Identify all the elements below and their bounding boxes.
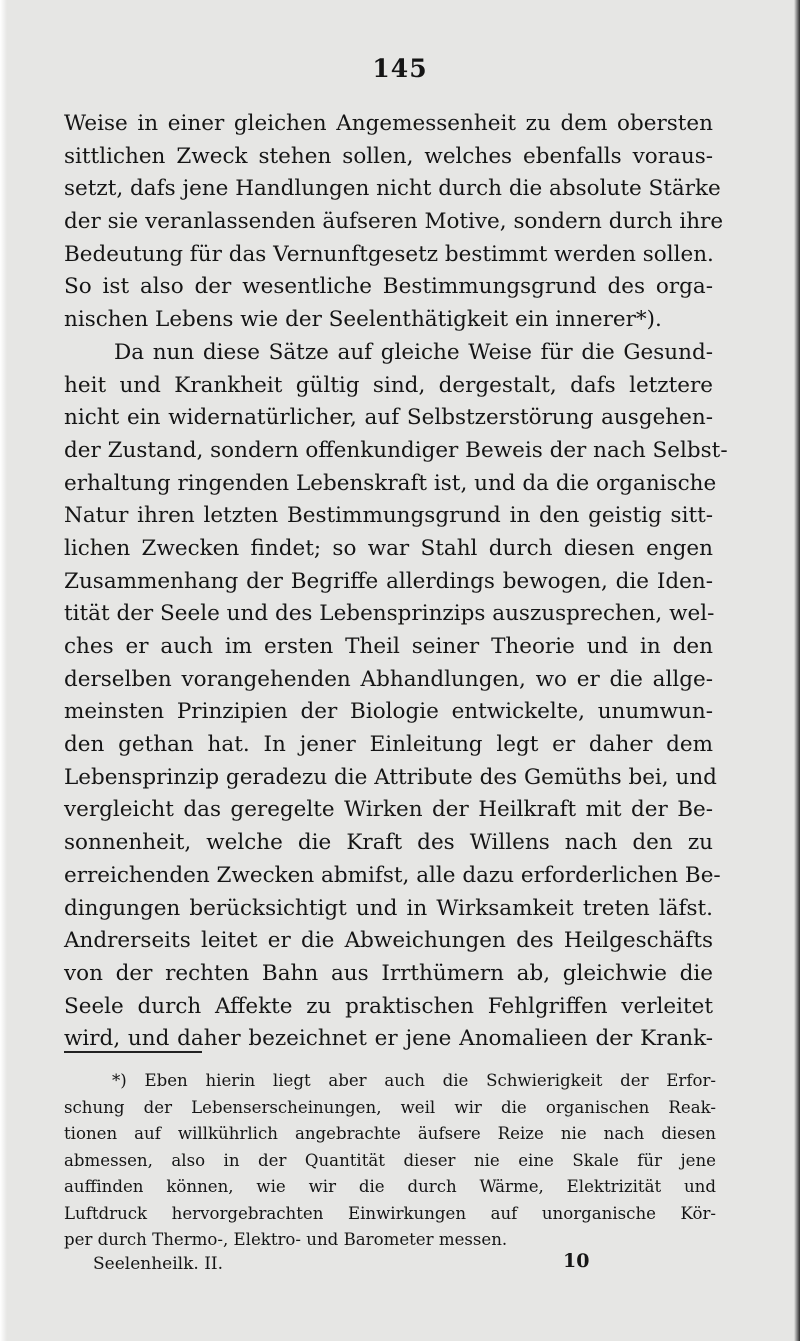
text-line: Seele durch Affekte zu praktischen Fehlgriffen verleitet [64, 993, 713, 1019]
text-line: Natur ihren letzten Bestimmungsgrund in den geistig sitt- [64, 503, 713, 529]
footnote-line: Luftdruck hervorgebrachten Einwirkungen auf unorganische Kör- [64, 1203, 716, 1223]
text-line: lichen Zwecken findet; so war Stahl durch diesen engen [64, 535, 713, 561]
footnote-line: abmessen, also in der Quantität dieser nie eine Skale für jene [64, 1150, 716, 1170]
text-line: erhaltung ringenden Lebenskraft ist, und da die organische [64, 470, 717, 496]
page-edge-left [0, 0, 7, 1341]
text-line: Bedeutung für das Vernunftgesetz bestimmt werden sollen. [64, 241, 714, 267]
text-line: Weise in einer gleichen Angemessenheit zu dem obersten [64, 111, 713, 136]
text-line: Lebensprinzip geradezu die Attribute des Gemüths bei, und [64, 764, 717, 790]
page-number: 145 [372, 54, 428, 83]
footnote-line: auffinden können, wie wir die durch Wärme, Elektrizität und [64, 1177, 716, 1196]
text-line: vergleicht das geregelte Wirken der Heilkraft mit der Be- [64, 797, 713, 823]
text-line: setzt, dafs jene Handlungen nicht durch die absolute Stärke [64, 176, 721, 202]
footnote-line: schung der Lebenserscheinungen, weil wir die organischen Reak- [64, 1097, 716, 1117]
text-line: nicht ein widernatürlicher, auf Selbstzerstörung ausgehen- [64, 405, 713, 431]
text-line: Zusammenhang der Begriffe allerdings bewogen, die Iden- [64, 568, 713, 594]
text-line: nischen Lebens wie der Seelenthätigkeit ein innerer*). [64, 307, 662, 333]
text-line: meinsten Prinzipien der Biologie entwickelte, unumwun- [64, 699, 713, 725]
text-line: Andrerseits leitet er die Abweichungen des Heilgeschäfts [64, 928, 713, 954]
text-line: tität der Seele und des Lebensprinzips auszusprechen, wel- [64, 601, 715, 627]
sheet-number: 10 [563, 1250, 590, 1272]
footnote-line: tionen auf willkührlich angebrachte äufsere Reize nie nach diesen [64, 1124, 716, 1143]
text-line: Da nun diese Sätze auf gleiche Weise für die Gesund- [114, 339, 713, 365]
text-line: So ist also der wesentliche Bestimmungsgrund des orga- [64, 274, 713, 300]
text-line: dingungen berücksichtigt und in Wirksamkeit treten läfst. [64, 895, 713, 921]
footnote-divider [64, 1051, 202, 1053]
footnote-line: per durch Thermo-, Elektro- und Barometer messen. [64, 1230, 508, 1249]
text-line: sittlichen Zweck stehen sollen, welches ebenfalls voraus- [64, 143, 713, 169]
text-line: wird, und daher bezeichnet er jene Anomalieen der Krank- [64, 1026, 713, 1052]
text-line: von der rechten Bahn aus Irrthümern ab, gleichwie die [64, 960, 713, 986]
page-edge-right [794, 0, 800, 1341]
footnote [64, 1068, 716, 1254]
text-line: der sie veranlassenden äufseren Motive, sondern durch ihre [64, 209, 724, 235]
footnote-line: *) Eben hierin liegt aber auch die Schwierigkeit der Erfor- [112, 1071, 716, 1090]
text-line: den gethan hat. In jener Einleitung legt er daher dem [64, 732, 713, 758]
signature-mark: Seelenheilk. II. [93, 1254, 224, 1274]
text-line: derselben vorangehenden Abhandlungen, wo er die allge- [64, 666, 713, 692]
text-line: sonnenheit, welche die Kraft des Willens nach den zu [64, 830, 713, 856]
text-line: ches er auch im ersten Theil seiner Theorie und in den [64, 634, 713, 659]
text-line: heit und Krankheit gültig sind, dergestalt, dafs letztere [64, 372, 713, 398]
text-line: der Zustand, sondern offenkundiger Beweis der nach Selbst- [64, 437, 728, 463]
body-text [64, 108, 728, 1056]
text-line: erreichenden Zwecken abmifst, alle dazu erforderlichen Be- [64, 862, 721, 888]
